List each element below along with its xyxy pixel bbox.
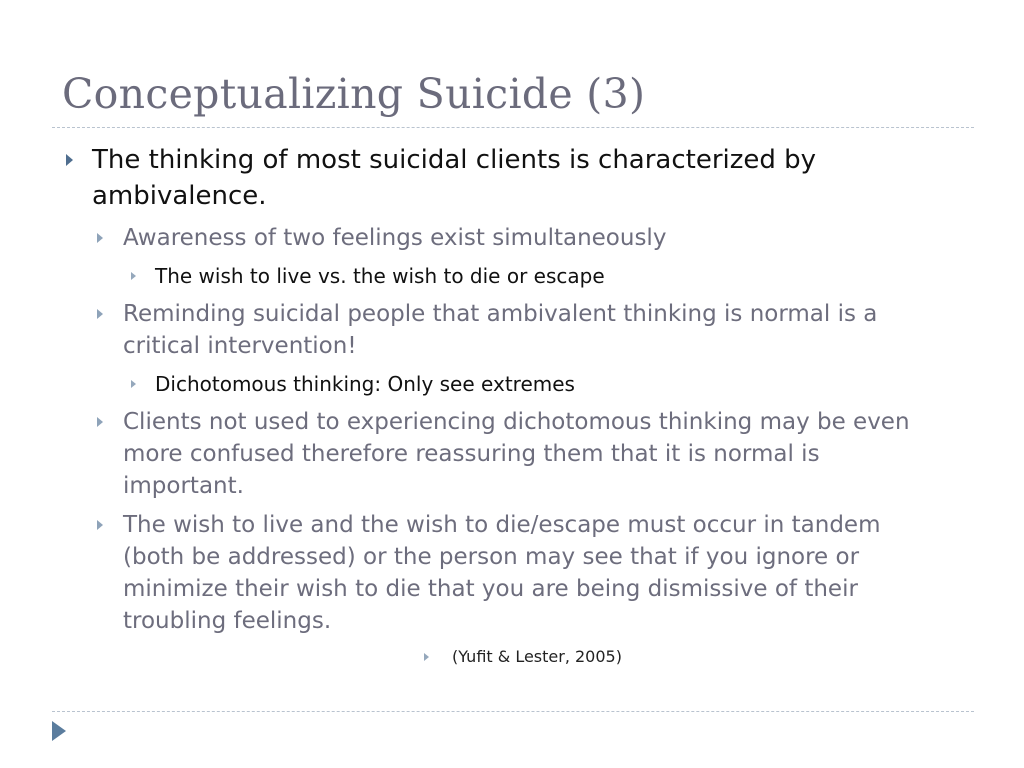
bullet-text-line: The wish to live vs. the wish to die or escape (155, 264, 605, 288)
next-slide-arrow-icon[interactable] (52, 721, 66, 741)
bullet-text-line: critical intervention! (123, 333, 357, 359)
footer-divider (52, 711, 974, 712)
bullet-text-line: ambivalence. (92, 181, 267, 211)
title-divider (52, 127, 974, 128)
triangle-right-icon (66, 154, 73, 166)
bullet-text-line: (both be addressed) or the person may see that if you ignore or (123, 544, 860, 570)
bullet-text-line: more confused therefore reassuring them that it is normal is (123, 441, 820, 467)
triangle-right-icon (97, 309, 103, 319)
bullet-text-line: Clients not used to experiencing dichotomous thinking may be even (123, 409, 910, 435)
bullet-text-line: minimize their wish to die that you are being dismissive of their (123, 576, 858, 602)
bullet-text-line: troubling feelings. (123, 608, 332, 634)
bullet-text-line: Reminding suicidal people that ambivalent thinking is normal is a (123, 301, 878, 327)
bullet-text-line: important. (123, 473, 244, 499)
bullet-text-line: Awareness of two feelings exist simultaneously (123, 225, 667, 251)
slide-title: Conceptualizing Suicide (3) (62, 70, 646, 118)
triangle-right-icon (97, 520, 103, 530)
triangle-right-icon (424, 653, 429, 661)
triangle-right-icon (97, 417, 103, 427)
triangle-right-icon (131, 272, 136, 280)
triangle-right-icon (97, 233, 103, 243)
bullet-text-line: The wish to live and the wish to die/escape must occur in tandem (123, 512, 881, 538)
triangle-right-icon (131, 380, 136, 388)
bullet-text-line: Dichotomous thinking: Only see extremes (155, 372, 575, 396)
bullet-text-line: The thinking of most suicidal clients is characterized by (92, 145, 817, 175)
citation-text: (Yufit & Lester, 2005) (452, 647, 622, 666)
